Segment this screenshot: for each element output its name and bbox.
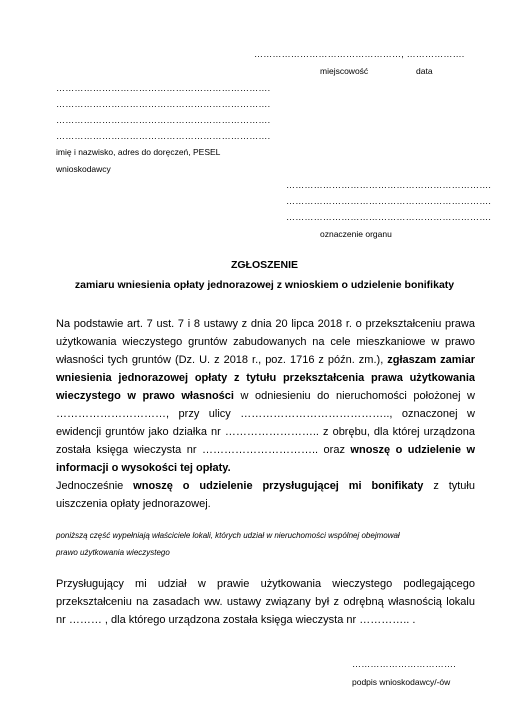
body-line-10a: Jednocześnie [56,480,124,492]
authority-label: oznaczenie organu [320,229,392,239]
document-subtitle: zamiaru wniesienia opłaty jednorazowej z wnioskiem o udzielenie bonifikaty [74,279,455,291]
note-line-1: poniższą część wypełniają właściciele lokali, których udział w nieruchomości wspólnej obejmował [56,531,400,540]
body-line-11: uiszczenia opłaty jednorazowej. [56,498,211,510]
body-line-1: Na podstawie art. 7 ust. 7 i 8 ustawy z dnia 20 lipca 2018 r. o przekształceniu prawa [56,318,475,330]
body-line-5b: w odniesieniu do nieruchomości położonej w [240,390,475,402]
share-line-2: przekształceniu na zasadach ww. ustawy związany był z odrębną własnością lokalu [56,596,475,608]
body-line-10c: z tytułu [433,480,475,492]
date-label: data [416,66,433,76]
body-line-7[interactable]: ewidencji gruntów jako działka nr …………………….. z obrębu, dla której urządzona [56,426,475,438]
body-line-3 [56,351,475,369]
place-date-dots[interactable]: …………………………………………, ………………. [254,49,465,59]
share-line-3[interactable]: nr ……… , dla którego urządzona została księga wieczysta nr ………….. . [56,614,416,626]
body-line-9: informacji o wysokości tej opłaty. [56,462,231,474]
body-line-5 [56,387,475,405]
body-line-4: wniesienia jednorazowej opłaty z tytułu przekształcenia prawa użytkowania [56,372,475,384]
body-line-10 [56,477,475,495]
body-line-3a: własności tych gruntów (Dz. U. z 2018 r., poz. 1716 z późn. zm.), [56,354,384,366]
applicant-label: imię i nazwisko, adres do doręczeń, PESEL [56,147,221,157]
body-line-8a: została księga wieczysta nr ………………………….. oraz [56,444,345,456]
place-label: miejscowość [320,66,369,76]
body-line-3b: zgłaszam zamiar [387,354,475,366]
note-line-2: prawo użytkowania wieczystego [56,548,170,557]
share-line-1: Przysługujący mi udział w prawie użytkowania wieczystego podlegającego [56,578,475,590]
body-line-8[interactable] [56,441,475,459]
authority-line-1[interactable]: …………………………………………………………. [286,180,492,190]
applicant-label-2: wnioskodawcy [56,164,111,174]
document-title: ZGŁOSZENIE [230,259,299,271]
applicant-line-3[interactable]: ……………………………………………………………. [56,115,271,125]
signature-label: podpis wnioskodawcy/-ów [352,677,451,687]
applicant-line-4[interactable]: ……………………………………………………………. [56,131,271,141]
authority-line-3[interactable]: …………………………………………………………. [286,212,492,222]
applicant-line-1[interactable]: ……………………………………………………………. [56,83,271,93]
applicant-line-2[interactable]: ……………………………………………………………. [56,99,271,109]
body-line-6[interactable]: …………………………, przy ulicy ………………………………….., oznaczonej w [56,408,475,420]
authority-line-2[interactable]: …………………………………………………………. [286,196,492,206]
body-line-5a: wieczystego w prawo własności [56,390,234,402]
body-line-2: użytkowania wieczystego gruntów zabudowanych na cele mieszkaniowe w prawo [56,336,475,348]
body-line-10b: wnoszę o udzielenie przysługującej mi bonifikaty [133,480,424,492]
body-line-8b: wnoszę o udzielenie w [350,444,475,456]
signature-dots[interactable]: ……………………………. [352,659,456,669]
